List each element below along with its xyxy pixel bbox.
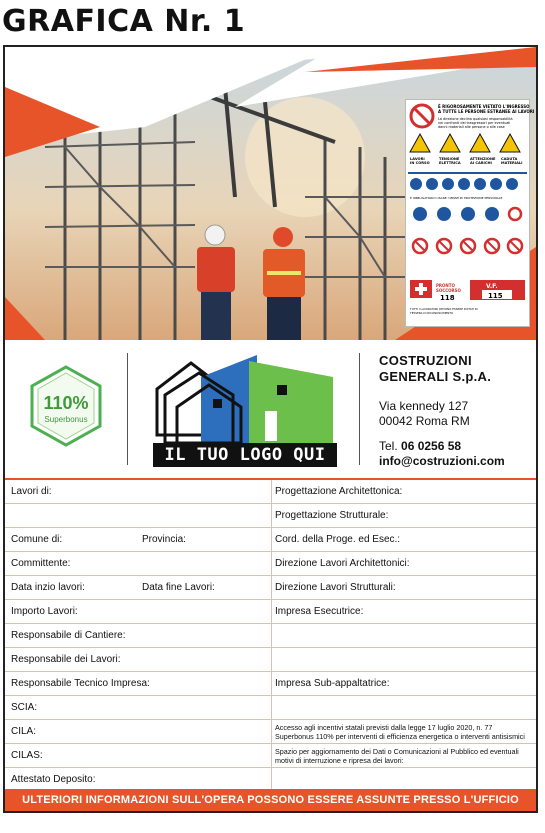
label-resp-tecnico: Responsabile Tecnico Impresa: bbox=[11, 678, 150, 689]
table-row bbox=[5, 576, 536, 600]
svg-text:IN CORSO: IN CORSO bbox=[410, 161, 430, 165]
svg-text:ELETTRICA: ELETTRICA bbox=[439, 161, 461, 165]
label-attestato: Attestato Deposito: bbox=[11, 774, 96, 785]
superbonus-note: Accesso agli incentivi statali previsti dalla legge 17 luglio 2020, n. 77 Superbonus 110% per interventi di efficienza energetica o interventi antisismici bbox=[275, 723, 525, 741]
label-prog-arch: Progettazione Architettonica: bbox=[275, 486, 403, 497]
company-name-line1: COSTRUZIONI bbox=[379, 353, 472, 368]
safety-sign-graphic bbox=[406, 100, 535, 326]
tel-label: Tel. bbox=[379, 439, 398, 453]
label-data-fine: Data fine Lavori: bbox=[142, 582, 215, 593]
label-importo: Importo Lavori: bbox=[11, 606, 78, 617]
label-dir-strutt: Direzione Lavori Strutturali: bbox=[275, 582, 396, 593]
safety-sign bbox=[405, 99, 535, 327]
label-cila: CILA: bbox=[11, 726, 37, 737]
page-title: GRAFICA Nr. 1 bbox=[2, 4, 246, 39]
house-logo-icon bbox=[153, 355, 337, 445]
table-row bbox=[5, 624, 536, 648]
svg-text:CADUTA: CADUTA bbox=[501, 157, 518, 161]
badge-label: Superbonus bbox=[44, 415, 88, 424]
svg-text:AI CARICHI: AI CARICHI bbox=[470, 161, 492, 165]
company-name-line2: GENERALI S.p.A. bbox=[379, 369, 492, 384]
label-comune: Comune di: bbox=[11, 534, 63, 545]
company-logo bbox=[153, 355, 337, 467]
svg-text:V.F.: V.F. bbox=[486, 283, 498, 290]
info-section bbox=[5, 343, 536, 475]
svg-text:La direzione declina qualsiasi: La direzione declina qualsiasi responsabilità bbox=[438, 117, 513, 121]
label-resp-lavori: Responsabile dei Lavori: bbox=[11, 654, 121, 665]
company-details bbox=[379, 353, 534, 469]
svg-text:TESSERA DI RICONOSCIMENTO: TESSERA DI RICONOSCIMENTO bbox=[410, 311, 454, 315]
svg-text:A TUTTE LE PERSONE ESTRANEE AI: A TUTTE LE PERSONE ESTRANEE AI LAVORI bbox=[438, 109, 535, 114]
table-row bbox=[5, 528, 536, 552]
label-committente: Committente: bbox=[11, 558, 71, 569]
project-info-table bbox=[5, 478, 536, 792]
label-data-inizio: Data inzio lavori: bbox=[11, 582, 85, 593]
label-cilas: CILAS: bbox=[11, 750, 43, 761]
table-row bbox=[5, 480, 536, 504]
label-impresa-esec: Impresa Esecutrice: bbox=[275, 606, 364, 617]
table-row bbox=[5, 648, 536, 672]
badge-value: 110% bbox=[43, 393, 89, 413]
svg-text:115: 115 bbox=[488, 292, 503, 300]
table-row bbox=[5, 696, 536, 720]
svg-text:TUTTI I LAVORATORI DEVONO ESSE: TUTTI I LAVORATORI DEVONO ESSERE DOTATI DI bbox=[410, 307, 478, 311]
label-resp-cantiere: Responsabile di Cantiere: bbox=[11, 630, 126, 641]
company-email: info@costruzioni.com bbox=[379, 454, 505, 468]
divider-right bbox=[359, 353, 360, 465]
svg-text:TENSIONE: TENSIONE bbox=[439, 157, 460, 161]
label-provincia: Provincia: bbox=[142, 534, 186, 545]
label-prog-strutt: Progettazione Strutturale: bbox=[275, 510, 389, 521]
label-lavori: Lavori di: bbox=[11, 486, 52, 497]
superbonus-badge bbox=[29, 365, 103, 452]
svg-text:È RIGOROSAMENTE VIETATO L'INGR: È RIGOROSAMENTE VIETATO L'INGRESSO bbox=[438, 104, 530, 109]
table-row bbox=[5, 552, 536, 576]
svg-text:MATERIALI: MATERIALI bbox=[501, 161, 523, 165]
company-address-line1: Via kennedy 127 bbox=[379, 399, 469, 413]
svg-text:ATTENZIONE: ATTENZIONE bbox=[470, 157, 496, 161]
svg-text:È OBBLIGATORIO USARE I MEZZI D: È OBBLIGATORIO USARE I MEZZI DI PROTEZIONE PERSONALE bbox=[410, 196, 503, 200]
table-row bbox=[5, 504, 536, 528]
update-note: Spazio per aggiornamento dei Dati o Comunicazioni al Pubblico ed eventuali motivi di interruzione e ripresa dei lavori: bbox=[275, 747, 519, 765]
label-coord: Cord. della Proge. ed Esec.: bbox=[275, 534, 401, 545]
svg-text:nei confronti dei trasgressori: nei confronti dei trasgressori per eventuali bbox=[438, 121, 511, 125]
banner-photo bbox=[5, 47, 536, 340]
table-row bbox=[5, 600, 536, 624]
footer-banner: ULTERIORI INFORMAZIONI SULL'OPERA POSSONO ESSERE ASSUNTE PRESSO L'UFFICIO COMPETENTE bbox=[5, 789, 536, 811]
svg-text:danni materiali alle persone o: danni materiali alle persone o alle cose bbox=[438, 125, 505, 129]
svg-text:118: 118 bbox=[440, 294, 455, 302]
label-dir-arch: Direzione Lavori Architettonici: bbox=[275, 558, 410, 569]
svg-text:LAVORI: LAVORI bbox=[410, 157, 425, 161]
label-scia: SCIA: bbox=[11, 702, 38, 713]
svg-text:SOCCORSO: SOCCORSO bbox=[436, 288, 461, 293]
table-row bbox=[5, 672, 536, 696]
company-address-line2: 00042 Roma RM bbox=[379, 414, 470, 428]
logo-text: IL TUO LOGO QUI bbox=[153, 443, 337, 467]
svg-text:PRONTO: PRONTO bbox=[436, 283, 455, 288]
label-impresa-sub: Impresa Sub-appaltatrice: bbox=[275, 678, 390, 689]
tel-value: 06 0256 58 bbox=[401, 439, 462, 453]
divider-left bbox=[127, 353, 128, 465]
construction-sign-board bbox=[3, 45, 538, 828]
